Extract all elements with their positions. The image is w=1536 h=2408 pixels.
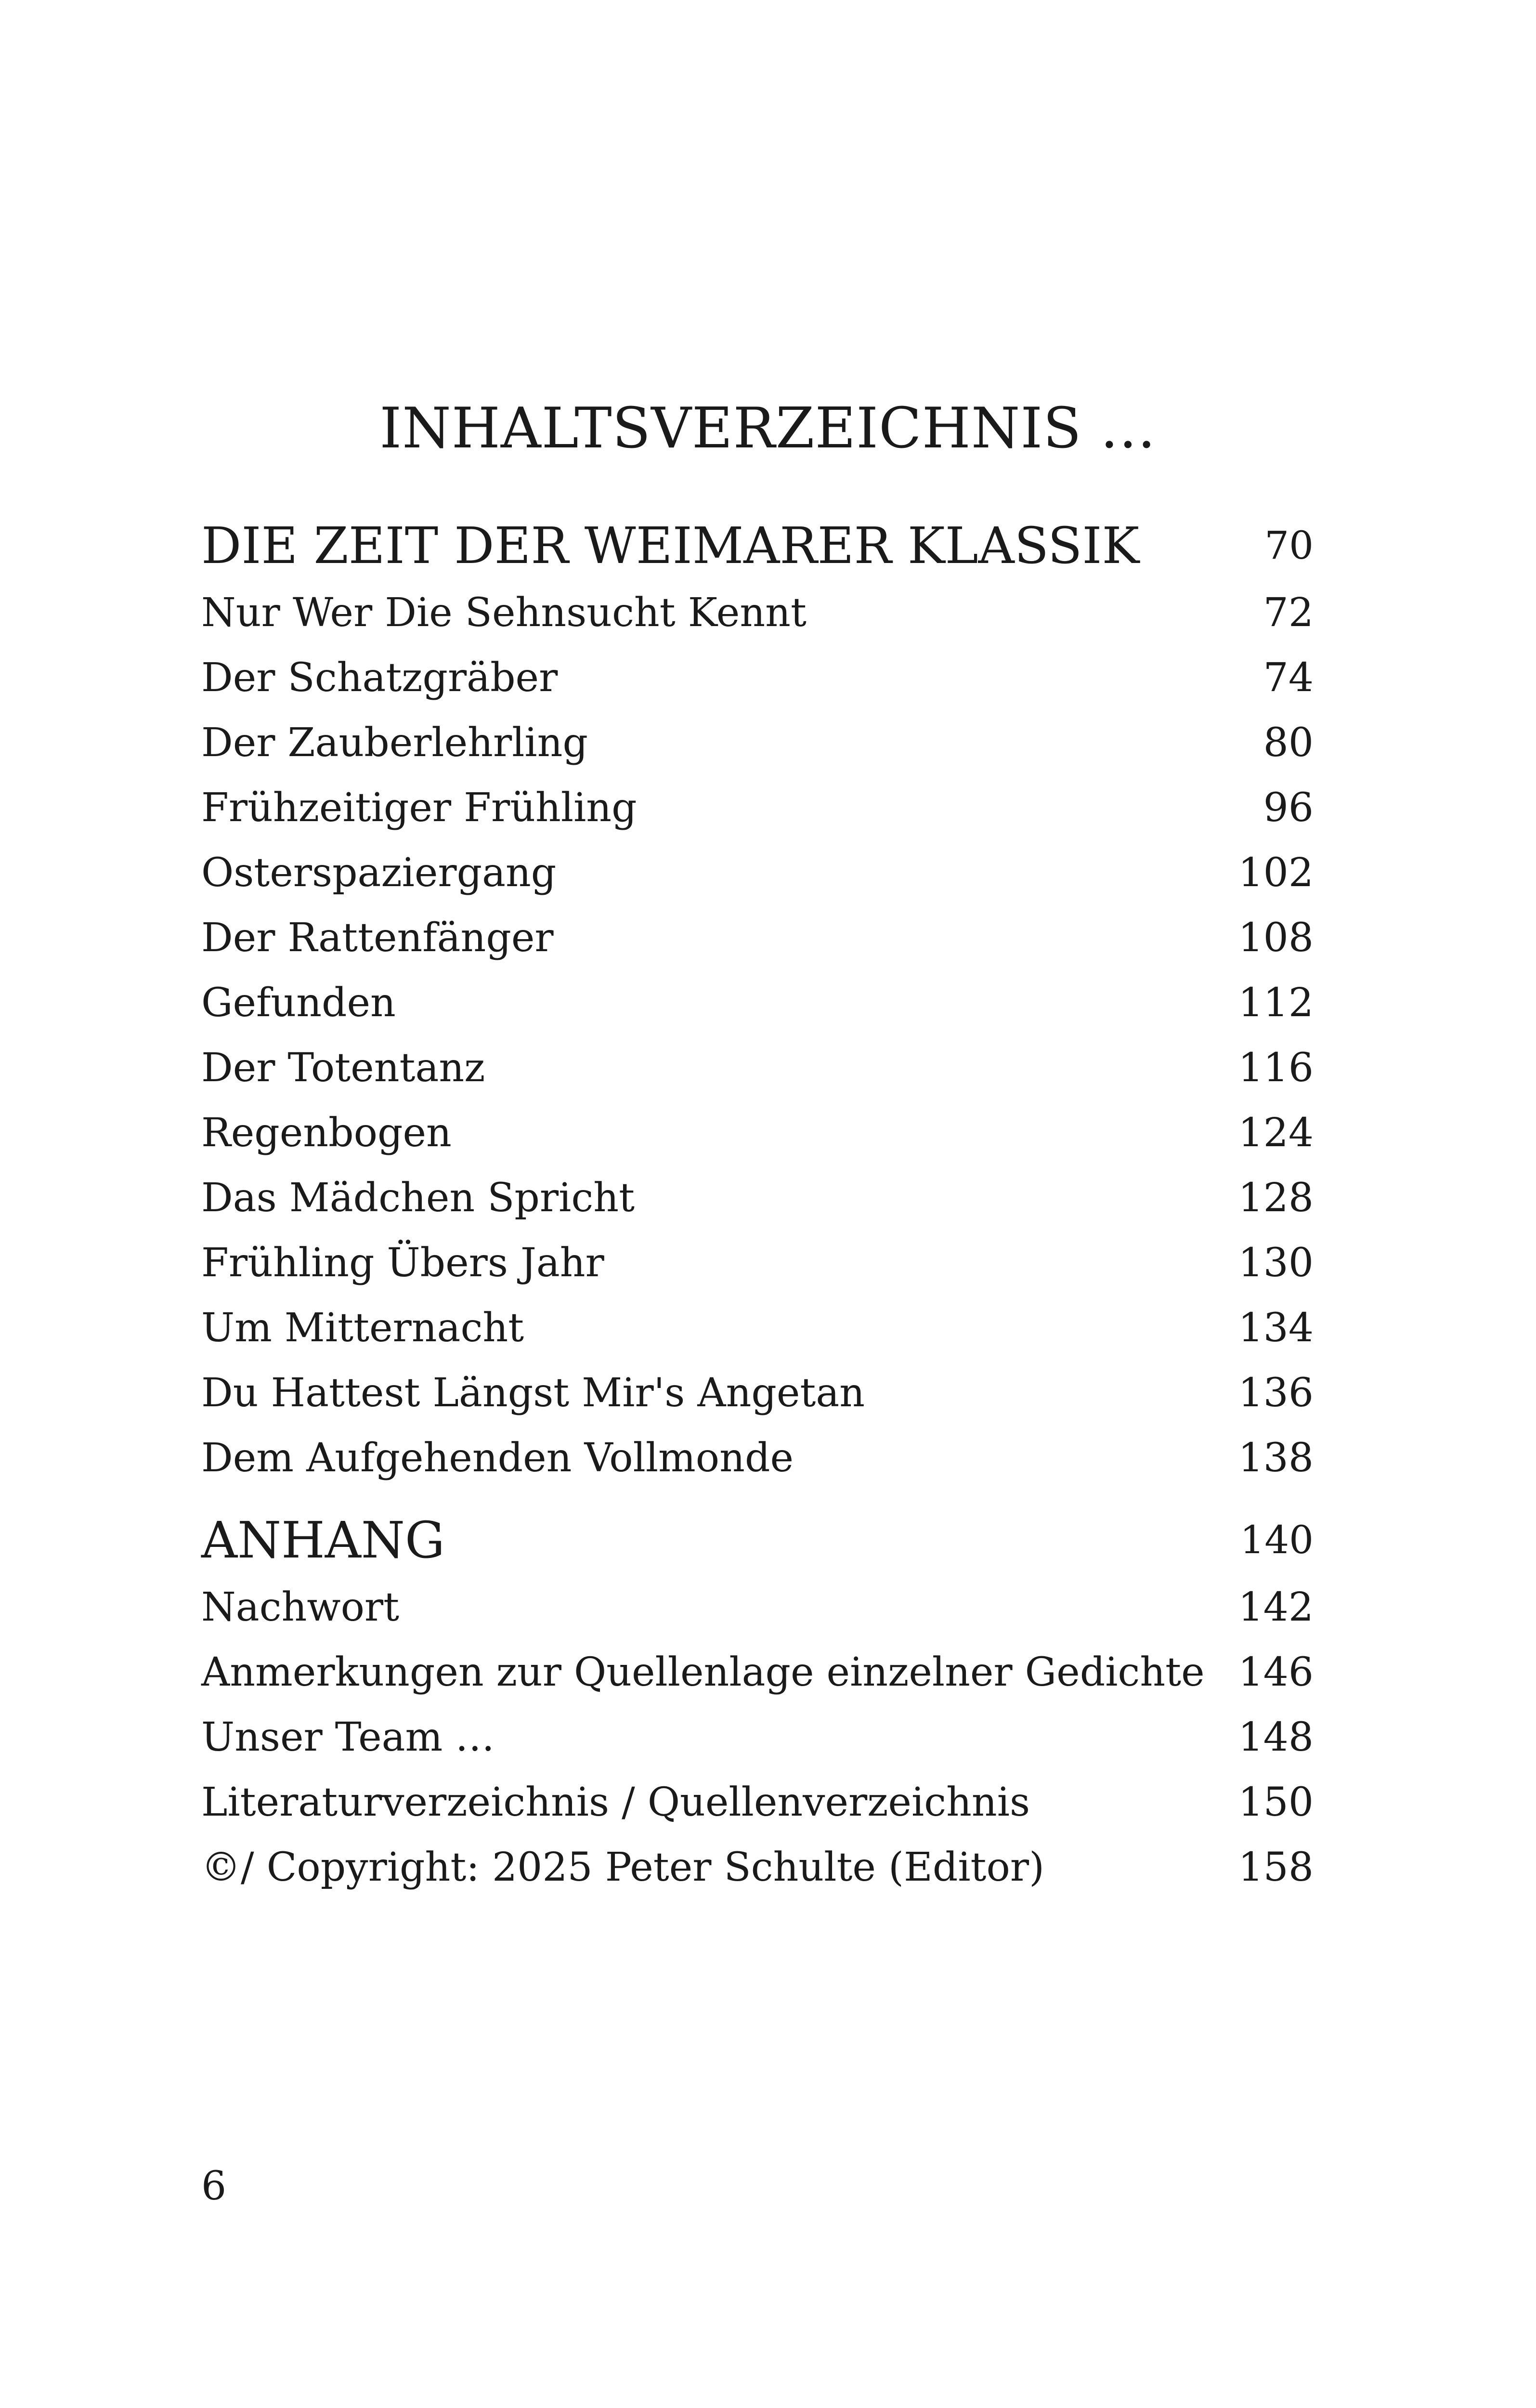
toc-page-number: 116 bbox=[1238, 1045, 1314, 1091]
toc-entry-label: Nachwort bbox=[201, 1584, 400, 1630]
toc-page-number: 136 bbox=[1238, 1370, 1314, 1416]
toc-entry[interactable] bbox=[201, 840, 1314, 905]
toc-entry[interactable] bbox=[201, 1035, 1314, 1100]
toc-entry[interactable] bbox=[201, 775, 1314, 840]
toc-page-number: 146 bbox=[1238, 1649, 1314, 1695]
toc-page-number: 148 bbox=[1238, 1714, 1314, 1760]
toc-entry-label: Gefunden bbox=[201, 980, 396, 1026]
toc-entry-label: Der Rattenfänger bbox=[201, 915, 554, 961]
toc-entry-label: Frühling Übers Jahr bbox=[201, 1240, 604, 1286]
toc-page-number: 128 bbox=[1238, 1175, 1314, 1221]
toc-page-number: 74 bbox=[1263, 655, 1314, 701]
toc-page-number: 108 bbox=[1238, 915, 1314, 961]
toc-entry-label: Regenbogen bbox=[201, 1110, 452, 1156]
toc-section-heading[interactable] bbox=[201, 1505, 1314, 1575]
toc-page-number: 96 bbox=[1263, 785, 1314, 831]
page-folio: 6 bbox=[201, 2163, 227, 2209]
toc-page-number: 138 bbox=[1238, 1435, 1314, 1481]
toc-heading-label: DIE ZEIT DER WEIMARER KLASSIK bbox=[201, 516, 1140, 575]
toc-page-number: 72 bbox=[1263, 590, 1314, 636]
toc-section-weimarer-klassik bbox=[201, 510, 1314, 1491]
toc-entry[interactable] bbox=[201, 645, 1314, 710]
toc-entry[interactable] bbox=[201, 1770, 1314, 1835]
toc-entry[interactable] bbox=[201, 1361, 1314, 1426]
toc-entry[interactable] bbox=[201, 1640, 1314, 1705]
toc-section-heading[interactable] bbox=[201, 510, 1314, 580]
toc-page-number: 130 bbox=[1238, 1240, 1314, 1286]
toc-entry[interactable] bbox=[201, 1100, 1314, 1165]
toc-page-number: 150 bbox=[1238, 1780, 1314, 1825]
toc-page-number: 124 bbox=[1238, 1110, 1314, 1156]
toc-entry-label: Du Hattest Längst Mir's Angetan bbox=[201, 1370, 865, 1416]
toc-entry[interactable] bbox=[201, 970, 1314, 1035]
toc-page-number: 142 bbox=[1238, 1584, 1314, 1630]
toc-page-number: 140 bbox=[1240, 1518, 1314, 1562]
toc-entry[interactable] bbox=[201, 1165, 1314, 1230]
toc-page-number: 134 bbox=[1238, 1305, 1314, 1351]
toc-entry[interactable] bbox=[201, 905, 1314, 970]
toc-entry[interactable] bbox=[201, 710, 1314, 775]
toc-entry-label: Nur Wer Die Sehnsucht Kennt bbox=[201, 590, 807, 636]
toc-page-number: 70 bbox=[1264, 523, 1314, 568]
toc-heading-label: ANHANG bbox=[201, 1510, 445, 1570]
toc-entry-label: Literaturverzeichnis / Quellenverzeichnis bbox=[201, 1780, 1030, 1825]
toc-entry-label: Anmerkungen zur Quellenlage einzelner Gedichte bbox=[201, 1649, 1205, 1695]
toc-entry[interactable] bbox=[201, 1426, 1314, 1491]
toc-page-number: 158 bbox=[1238, 1845, 1314, 1890]
toc-entry[interactable] bbox=[201, 1230, 1314, 1296]
toc-entry[interactable] bbox=[201, 1575, 1314, 1640]
toc-section-anhang bbox=[201, 1505, 1314, 1900]
toc-page-number: 80 bbox=[1263, 720, 1314, 766]
toc-entry-label: Osterspaziergang bbox=[201, 850, 557, 896]
toc-entry-label: Der Schatzgräber bbox=[201, 655, 558, 701]
toc-entry-label: Um Mitternacht bbox=[201, 1305, 524, 1351]
toc-entry-label: Dem Aufgehenden Vollmonde bbox=[201, 1435, 794, 1481]
toc-entry[interactable] bbox=[201, 580, 1314, 645]
section-spacer bbox=[201, 1491, 1314, 1505]
toc-entry[interactable] bbox=[201, 1835, 1314, 1900]
toc-entry-label: Der Totentanz bbox=[201, 1045, 485, 1091]
page-title: INHALTSVERZEICHNIS … bbox=[379, 396, 1157, 461]
toc-entry-label: Unser Team … bbox=[201, 1714, 495, 1760]
toc-page-number: 102 bbox=[1238, 850, 1314, 896]
table-of-contents bbox=[201, 510, 1314, 1900]
toc-entry-label: ©/ Copyright: 2025 Peter Schulte (Editor) bbox=[201, 1845, 1045, 1890]
toc-entry-label: Der Zauberlehrling bbox=[201, 720, 588, 766]
toc-page-number: 112 bbox=[1238, 980, 1314, 1026]
toc-entry[interactable] bbox=[201, 1296, 1314, 1361]
toc-entry[interactable] bbox=[201, 1705, 1314, 1770]
toc-entry-label: Das Mädchen Spricht bbox=[201, 1175, 635, 1221]
toc-entry-label: Frühzeitiger Frühling bbox=[201, 785, 637, 831]
